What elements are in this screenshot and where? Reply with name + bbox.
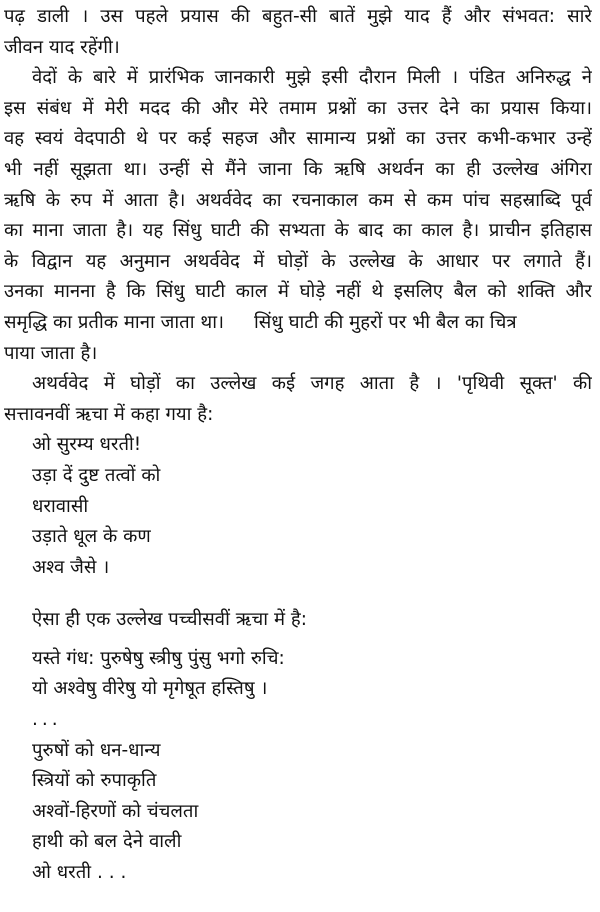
text-line: अथर्ववेद में घोड़ों का उल्लेख कई जगह आता है । 'पृथिवी सूक्त' की xyxy=(32,373,592,395)
verse-line: पुरुषों को धन-धान्य xyxy=(32,739,161,761)
text-line: ऋषि के रुप में आता है। अथर्ववेद का रचनाकाल कम से कम पांच सहस्राब्दि पूर्व xyxy=(4,189,592,211)
text-segment: समृद्धि का प्रतीक माना जाता था। xyxy=(4,311,225,333)
text-line: पाया जाता है। xyxy=(4,342,98,364)
verse-line: हाथी को बल देने वाली xyxy=(32,831,182,853)
verse-line: अश्वों-हिरणों को चंचलता xyxy=(32,800,199,822)
verse-line: उड़ा दें दुष्ट तत्वों को xyxy=(32,464,161,486)
text-line: जीवन याद रहेंगी। xyxy=(4,36,120,58)
text-line: ऐसा ही एक उल्लेख पच्चीसवीं ऋचा में है: xyxy=(32,609,307,631)
text-line: भी नहीं सूझता था। उन्हीं से मैंने जाना कि ऋषि अथर्वन का ही उल्लेख अंगिरा xyxy=(4,158,592,180)
text-line: का माना जाता है। यह सिंधु घाटी की सभ्यता के बाद का काल है। प्राचीन इतिहास xyxy=(4,220,592,242)
text-line: वह स्वयं वेदपाठी थे पर कई सहज और सामान्य प्रश्नों का उत्तर कभी-कभार उन्हें xyxy=(4,128,592,150)
verse-line: धरावासी xyxy=(32,495,89,517)
ellipsis: ... xyxy=(32,709,62,731)
verse-line: ओ सुरम्य धरती! xyxy=(32,434,142,456)
text-line: इस संबंध में मेरी मदद की और मेरे तमाम प्रश्नों का उत्तर देने का प्रयास किया। xyxy=(4,97,592,119)
text-line: वेदों के बारे में प्रारंभिक जानकारी मुझे इसी दौरान मिली । पंडित अनिरुद्ध ने xyxy=(32,67,592,89)
text-line: उनका मानना है कि सिंधु घाटी काल में घोड़े नहीं थे इसलिए बैल को शक्ति और xyxy=(4,281,592,303)
verse-line: अश्व जैसे । xyxy=(32,556,110,578)
sanskrit-line: यस्ते गंध: पुरुषेषु स्त्रीषु पुंसु भगो रुचि: xyxy=(32,647,285,669)
verse-line: उड़ाते धूल के कण xyxy=(32,526,151,548)
text-line: पढ़ डाली । उस पहले प्रयास की बहुत-सी बातें मुझे याद हैं और संभवत: सारे xyxy=(4,6,592,27)
text-line xyxy=(4,308,592,339)
text-line: सत्तावनवीं ऋचा में कहा गया है: xyxy=(4,403,214,425)
verse-line: स्त्रियों को रुपाकृति xyxy=(32,770,157,792)
text-line: के विद्वान यह अनुमान अथर्ववेद में घोड़ों के उल्लेख के आधार पर लगाते हैं। xyxy=(4,250,592,272)
text-segment: सिंधु घाटी की मुहरों पर भी बैल का चित्र xyxy=(254,311,517,333)
verse-line: ओ धरती . . . xyxy=(32,862,127,884)
sanskrit-line: यो अश्वेषु वीरेषु यो मृगेषूत हस्तिषु । xyxy=(32,678,268,700)
